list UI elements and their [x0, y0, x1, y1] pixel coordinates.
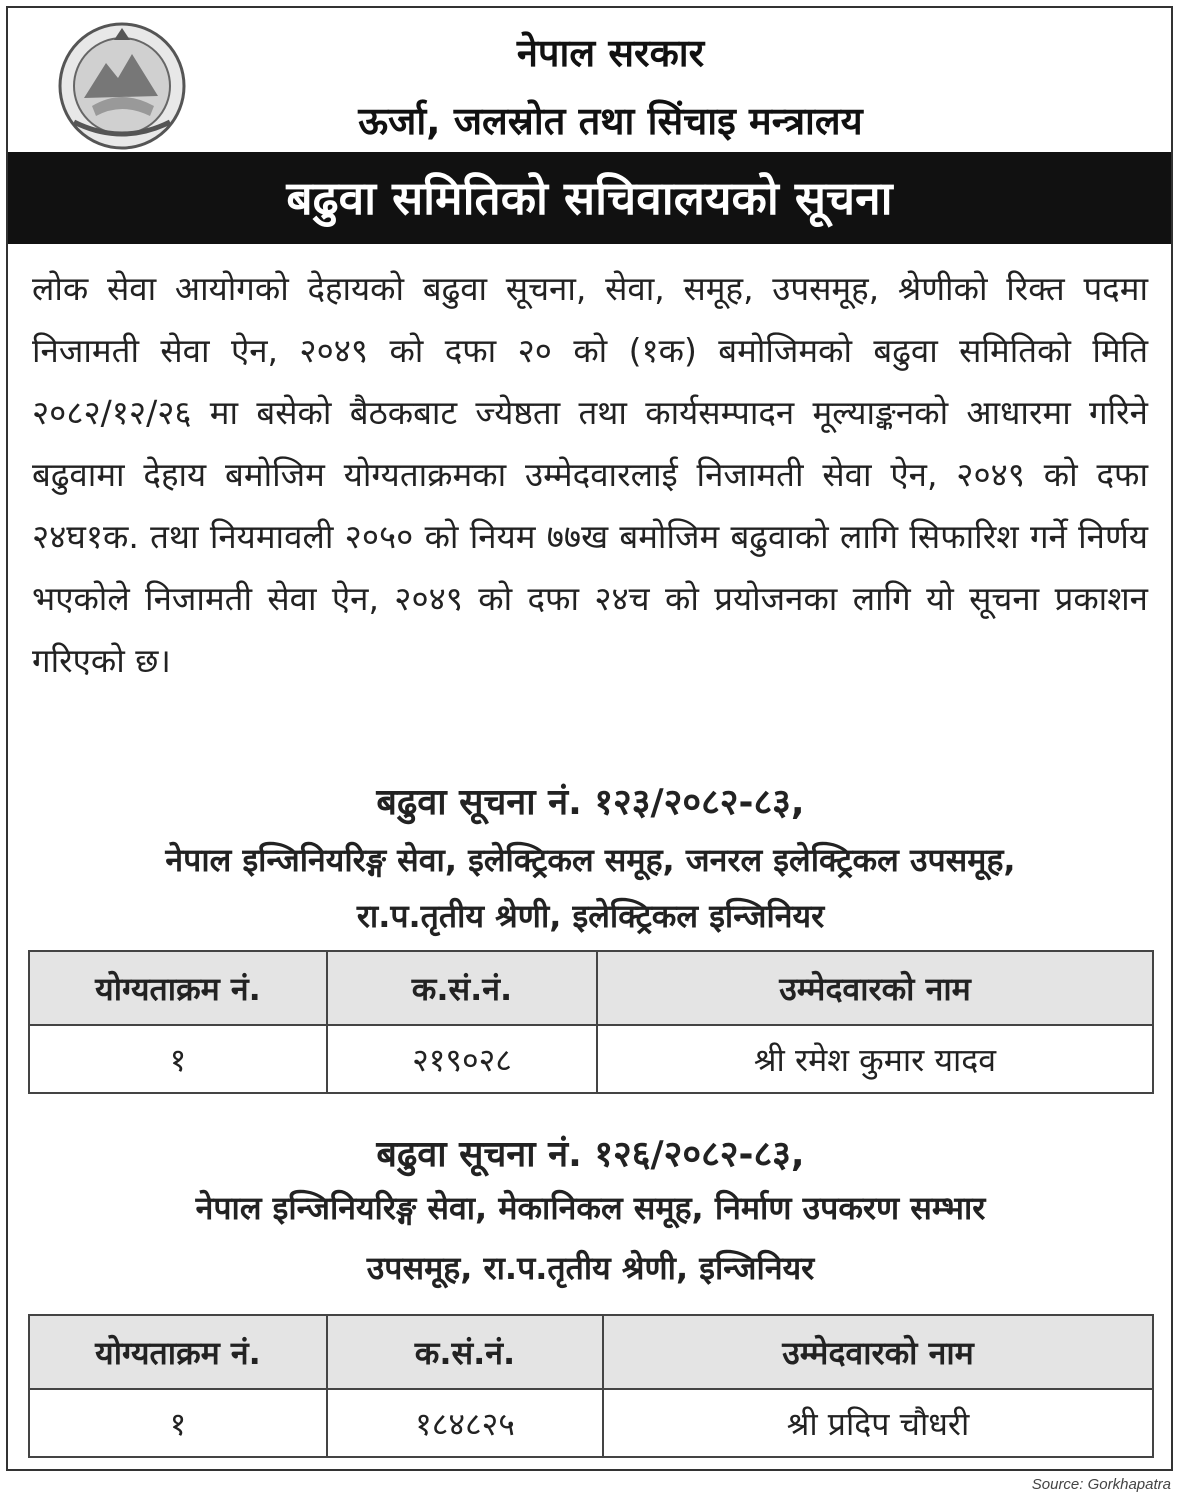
column-header-ksn: क.सं.नं.	[327, 951, 597, 1025]
cell-rank: १	[29, 1025, 327, 1093]
notice-1-subtitle-1: नेपाल इन्जिनियरिङ्ग सेवा, इलेक्ट्रिकल समूह, जनरल इलेक्ट्रिकल उपसमूह,	[165, 841, 1016, 879]
column-header-rank: योग्यताक्रम नं.	[29, 1315, 327, 1389]
cell-rank: १	[29, 1389, 327, 1457]
notice-1-candidate-table	[28, 950, 1154, 1094]
cell-ksn: २१९०२८	[327, 1025, 597, 1093]
column-header-ksn: क.सं.नं.	[327, 1315, 603, 1389]
table-header-row	[29, 1315, 1153, 1389]
table-header-row	[29, 951, 1153, 1025]
notice-body-paragraph: लोक सेवा आयोगको देहायको बढुवा सूचना, सेवा, समूह, उपसमूह, श्रेणीको रिक्त पदमा निजामती सेवा ऐन, २०४९ को दफा २० को (१क) बमोजिमको बढुवा समितिको मिति २०८२/१२/२६ मा बसेको बैठकबाट ज्येष्ठता तथा कार्यसम्पादन मूल्याङ्कनको आधारमा गरिने बढुवामा देहाय बमोजिम योग्यताक्रमका उम्मेदवारलाई निजामती सेवा ऐन, २०४९ को दफा २४घ१क. तथा नियमावली २०५० को नियम ७७ख बमोजिम बढुवाको लागि सिफारिश गर्ने निर्णय भएकोले निजामती सेवा ऐन, २०४९ को दफा २४च को प्रयोजनका लागि यो सूचना प्रकाशन गरिएको छ।	[32, 269, 1148, 680]
notice-2-title: बढुवा सूचना नं. १२६/२०८२-८३,	[376, 1134, 805, 1175]
notice-2-subtitle-1: नेपाल इन्जिनियरिङ्ग सेवा, मेकानिकल समूह, निर्माण उपकरण सम्भार	[195, 1189, 986, 1227]
source-credit: Source: Gorkhapatra	[1031, 1476, 1171, 1493]
table-row	[29, 1025, 1153, 1093]
ministry-name: ऊर्जा, जलस्रोत तथा सिंचाइ मन्त्रालय	[358, 99, 863, 143]
table-row	[29, 1389, 1153, 1457]
cell-candidate-name: श्री रमेश कुमार यादव	[597, 1025, 1153, 1093]
government-name: नेपाल सरकार	[516, 31, 705, 75]
notice-banner: बढुवा समितिको सचिवालयको सूचना	[8, 152, 1171, 244]
notice-1-title: बढुवा सूचना नं. १२३/२०८२-८३,	[376, 782, 805, 823]
notice-1-subtitle-2: रा.प.तृतीय श्रेणी, इलेक्ट्रिकल इन्जिनियर	[356, 897, 825, 935]
column-header-candidate-name: उम्मेदवारको नाम	[597, 951, 1153, 1025]
cell-ksn: १८४८२५	[327, 1389, 603, 1457]
notice-2-candidate-table	[28, 1314, 1154, 1458]
column-header-candidate-name: उम्मेदवारको नाम	[603, 1315, 1153, 1389]
notice-2-subtitle-2: उपसमूह, रा.प.तृतीय श्रेणी, इन्जिनियर	[366, 1249, 815, 1287]
cell-candidate-name: श्री प्रदिप चौधरी	[603, 1389, 1153, 1457]
column-header-rank: योग्यताक्रम नं.	[29, 951, 327, 1025]
